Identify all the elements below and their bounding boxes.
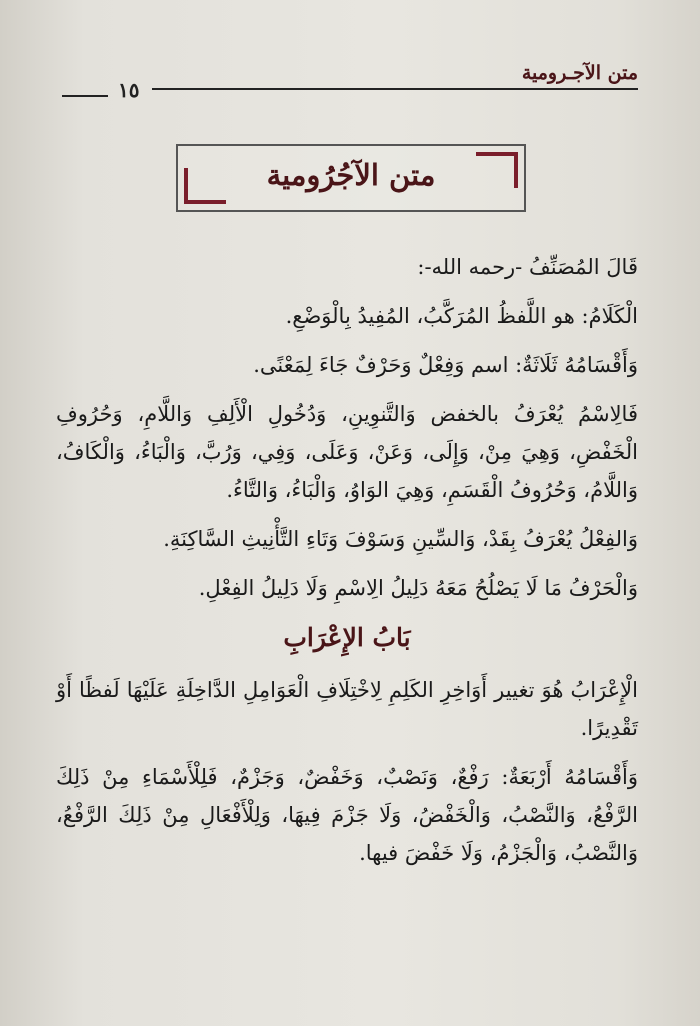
header-rule <box>152 88 638 90</box>
paragraph: وَالْحَرْفُ مَا لَا يَصْلُحُ مَعَهُ دَلِيلُ الِاسْمِ وَلَا دَلِيلُ الفِعْلِ. <box>198 576 638 600</box>
title-frame <box>176 144 526 212</box>
page-number: ١٥ <box>118 78 140 102</box>
paragraph: وَأَقْسَامُهُ أَرْبَعَةٌ: رَفْعٌ، وَنَصْبٌ، وَخَفْضٌ، وَجَزْمٌ، فَلِلْأَسْمَاءِ مِنْ ذَلِكَ الرَّفْعُ، وَالنَّصْبُ، وَالْخَفْضُ، وَلَا جَزْمَ فِيهَا، وَلِلْأَفْعَالِ مِنْ ذَلِكَ الرَّفْعُ، وَالنَّصْبُ، وَالْجَزْمُ، وَلَا خَفْضَ فيها. <box>56 765 638 865</box>
paragraph: الْإِعْرَابُ هُوَ تغيير أَوَاخِرِ الكَلِمِ لِاخْتِلَافِ الْعَوَامِلِ الدَّاخِلَةِ عَلَيْهَا لَفظًا أَوْ تَقْدِيرًا. <box>56 678 638 740</box>
paragraph: وَأَقْسَامُهُ ثَلَاثَةٌ: اسم وَفِعْلٌ وَحَرْفٌ جَاءَ لِمَعْنًى. <box>253 353 638 377</box>
paragraph: وَالفِعْلُ يُعْرَفُ بِقَدْ، وَالسِّينِ وَسَوْفَ وَتَاءِ التَّأْنِيثِ السَّاكِنَةِ. <box>163 527 638 551</box>
frame-ornament-top <box>476 152 518 156</box>
frame-ornament-bottom <box>184 200 226 204</box>
paragraph: الْكَلَامُ: هو اللَّفظُ المُرَكَّبُ، المُفِيدُ بِالْوَضْعِ. <box>285 304 638 328</box>
running-title: متن الآجـرومية <box>521 62 638 84</box>
paragraph: فَالِاسْمُ يُعْرَفُ بالخفض وَالتَّنوِينِ، وَدُخُولِ الْأَلِفِ وَاللَّامِ، وَحُرُوفِ الْخَفْضِ، وَهِيَ مِنْ، وَإِلَى، وَعَنْ، وَعَلَى، وَفِي، وَرُبَّ، وَالْبَاءُ، وَالْكَافُ، وَاللَّامُ، وَحُرُوفُ الْقَسَمِ، وَهِيَ الوَاوُ، وَالْبَاءُ، وَالتَّاءُ. <box>56 402 638 502</box>
page-number-rule <box>62 95 108 97</box>
page-title: متن الآجُرُومية <box>266 158 436 192</box>
paragraph: قَالَ المُصَنِّفُ -رحمه الله-: <box>417 255 638 279</box>
main-text <box>56 248 638 883</box>
section-heading: بَابُ الإِعْرَابِ <box>283 623 411 652</box>
